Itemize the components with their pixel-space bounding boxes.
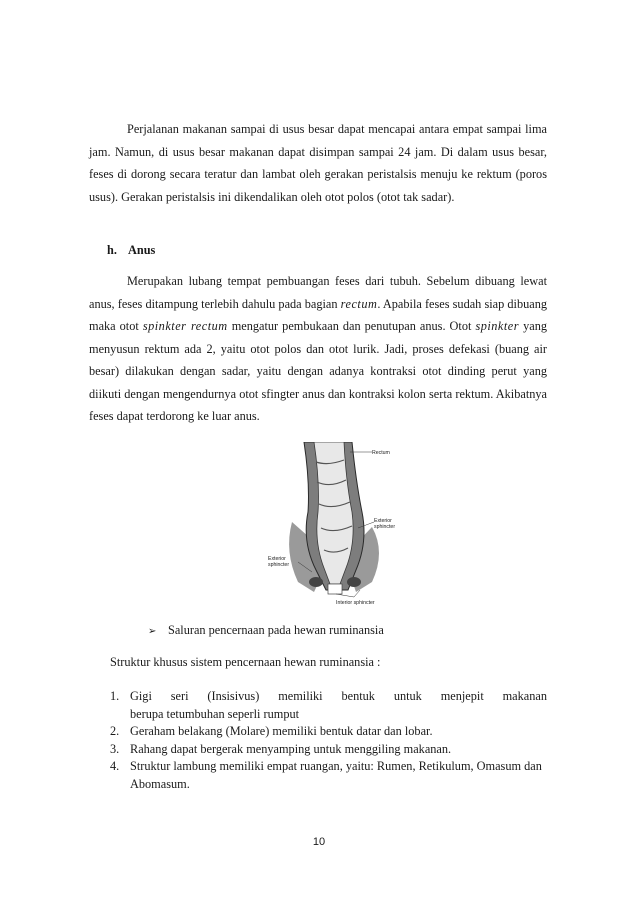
term-spinkter: spinkter (475, 319, 520, 333)
bullet-text: Saluran pencernaan pada hewan ruminansia (168, 623, 384, 637)
word: Gigi (130, 689, 152, 703)
label-rectum: Rectum (372, 450, 390, 456)
heading-title: Anus (128, 243, 156, 257)
paragraph-digestion-time (89, 118, 547, 208)
word: (Insisivus) (207, 689, 260, 703)
list-number: 3. (110, 741, 120, 756)
list-number: 2. (110, 724, 120, 738)
term-rectum: rectum (340, 296, 378, 311)
leader-line (336, 594, 354, 597)
label-exterior-left-2: sphincter (268, 562, 290, 568)
list-item (110, 741, 547, 759)
ruminant-structure-list (110, 688, 547, 793)
anus-text-3: mengatur pembukaan dan penutupan anus. Otot (227, 319, 476, 333)
list-item-line (130, 688, 547, 706)
word: bentuk (341, 689, 375, 703)
struktur-title: Struktur khusus sistem pencernaan hewan ruminansia : (110, 655, 381, 669)
word: untuk (393, 689, 422, 703)
label-exterior-right-1: Exterior (374, 518, 392, 524)
term-spinkter-rectum: spinkter rectum (142, 319, 228, 333)
list-item-text: Struktur lambung memiliki empat ruangan, yaitu: Rumen, Retikulum, Omasum dan Abomasum. (130, 759, 542, 791)
right-sphincter-ring (347, 577, 361, 587)
label-exterior-right-2: sphincter (374, 524, 396, 530)
arrow-bullet-icon: ➢ (148, 626, 157, 637)
list-number: 4. (110, 759, 120, 773)
list-item (110, 723, 547, 741)
bullet-ruminant (148, 623, 384, 638)
list-item (110, 688, 547, 723)
word: seri (170, 689, 189, 703)
list-item-text: Rahang dapat bergerak menyamping untuk menggiling makanan. (130, 741, 452, 756)
anus-text-1: Merupakan lubang tempat pembuangan feses dari tubuh. Sebelum dibuang lewat anus, feses ditampung terlebih dahulu pada bagian (89, 274, 547, 311)
anus-text-2: . Apabila feses sudah siap dibuang maka otot (89, 296, 547, 333)
paragraph-anus (89, 270, 547, 428)
paragraph-1-text: Perjalanan makanan sampai di usus besar dapat mencapai antara empat sampai lima jam. Namun, di usus besar makanan dapat disimpan sampai 24 jam. Di dalam usus besar, feses di dorong secara teratur dan lambat oleh gerakan peristalsis menuju ke rektum (poros usus). Gerakan peristalsis ini dikendalikan oleh otot polos (otot tak sadar). (89, 122, 547, 204)
left-sphincter-ring (309, 577, 323, 587)
label-interior-sphincter: Interior sphincter (336, 600, 375, 606)
heading-letter: h. (107, 243, 117, 257)
label-exterior-left-1: Exterior (268, 556, 286, 562)
rectum-anatomy-figure (264, 442, 404, 610)
anus-text-4: yang menyusun rektum ada 2, yaitu otot polos dan otot lurik. Jadi, proses defekasi (buang air besar) dilakukan dengan sadar, yaitu dengan adanya kontraksi otot dinding perut yang diikuti dengan mengendurnya otot sfingter anus dan kontraksi kolon serta rektum. Akibatnya feses dapat terdorong ke luar anus. (89, 319, 547, 423)
word: menjepit (440, 689, 484, 703)
page-number: 10 (312, 836, 326, 848)
section-heading-anus (107, 243, 155, 258)
word: memiliki (278, 689, 323, 703)
list-item-line: berupa tetumbuhan seperli rumput (130, 706, 300, 721)
list-item (110, 758, 547, 793)
list-number: 1. (110, 689, 120, 703)
word: makanan (502, 689, 547, 703)
rectum-diagram (264, 442, 404, 610)
list-item-text: Geraham belakang (Molare) memiliki bentuk datar dan lobar. (130, 724, 433, 738)
anal-opening (328, 584, 342, 594)
